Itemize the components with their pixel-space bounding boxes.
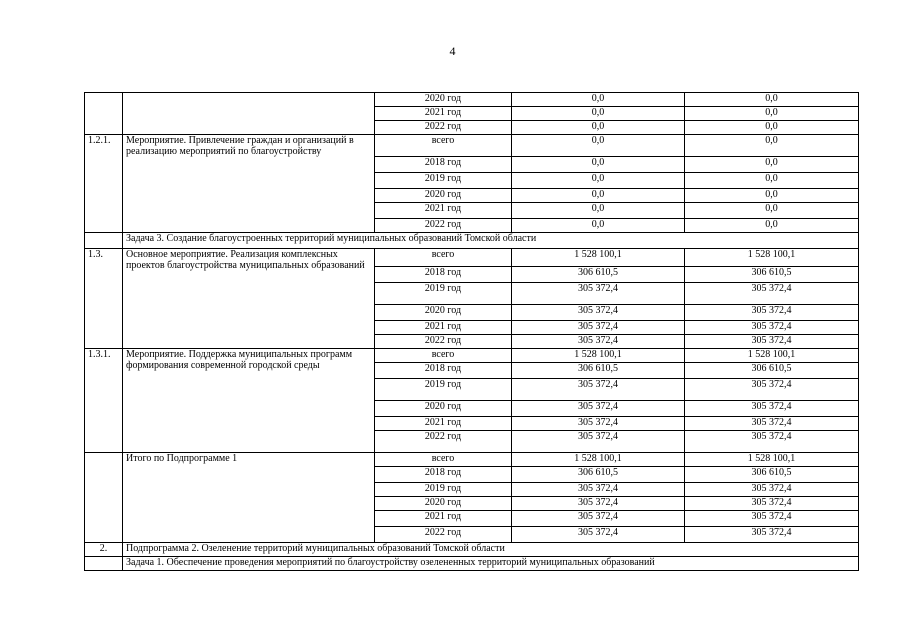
amount-total-cell: 305 372,4 (512, 379, 685, 401)
period-cell: 2018 год (375, 267, 512, 283)
amount-total-cell: 0,0 (512, 93, 685, 107)
period-cell: 2019 год (375, 483, 512, 497)
amount-total-cell: 0,0 (512, 107, 685, 121)
amount-budget-cell: 0,0 (685, 107, 859, 121)
amount-budget-cell: 305 372,4 (685, 431, 859, 453)
activity-name-cell: Основное мероприятие. Реализация комплексных проектов благоустройства муниципальных образований (123, 249, 375, 349)
amount-total-cell: 305 372,4 (512, 417, 685, 431)
row-number-cell: 1.3. (85, 249, 123, 349)
row-number-cell: 1.3.1. (85, 349, 123, 453)
task-title: Задача 1. Обеспечение проведения мероприятий по благоустройству озелененных территорий муниципальных образований (123, 557, 859, 571)
period-cell: 2021 год (375, 417, 512, 431)
amount-budget-cell: 305 372,4 (685, 335, 859, 349)
period-cell: 2019 год (375, 283, 512, 305)
period-cell: 2018 год (375, 157, 512, 173)
amount-budget-cell: 306 610,5 (685, 363, 859, 379)
period-cell: 2020 год (375, 401, 512, 417)
amount-budget-cell: 305 372,4 (685, 379, 859, 401)
task-row (85, 233, 859, 249)
amount-budget-cell: 0,0 (685, 219, 859, 233)
amount-total-cell: 305 372,4 (512, 431, 685, 453)
period-cell: 2022 год (375, 527, 512, 543)
page-number: 4 (449, 44, 456, 58)
period-cell: 2018 год (375, 467, 512, 483)
table-row (85, 135, 859, 157)
program-table-body (85, 93, 859, 571)
amount-budget-cell: 305 372,4 (685, 305, 859, 321)
period-cell: 2020 год (375, 497, 512, 511)
amount-total-cell: 0,0 (512, 203, 685, 219)
period-cell: 2022 год (375, 335, 512, 349)
activity-name-cell: Мероприятие. Поддержка муниципальных программ формирования современной городской среды (123, 349, 375, 453)
period-cell: 2020 год (375, 93, 512, 107)
amount-total-cell: 306 610,5 (512, 467, 685, 483)
row-number-cell (85, 233, 123, 249)
amount-total-cell: 0,0 (512, 219, 685, 233)
period-cell: всего (375, 453, 512, 467)
amount-budget-cell: 305 372,4 (685, 511, 859, 527)
amount-budget-cell: 1 528 100,1 (685, 249, 859, 267)
period-cell: всего (375, 135, 512, 157)
amount-budget-cell: 305 372,4 (685, 401, 859, 417)
amount-budget-cell: 1 528 100,1 (685, 349, 859, 363)
amount-budget-cell: 0,0 (685, 121, 859, 135)
subprogram-row (85, 543, 859, 557)
amount-total-cell: 305 372,4 (512, 401, 685, 417)
amount-total-cell: 305 372,4 (512, 483, 685, 497)
amount-total-cell: 305 372,4 (512, 511, 685, 527)
amount-total-cell: 0,0 (512, 121, 685, 135)
amount-budget-cell: 0,0 (685, 203, 859, 219)
activity-name-cell: Мероприятие. Привлечение граждан и организаций в реализацию мероприятий по благоустройству (123, 135, 375, 233)
amount-total-cell: 305 372,4 (512, 527, 685, 543)
amount-total-cell: 1 528 100,1 (512, 249, 685, 267)
amount-budget-cell: 0,0 (685, 173, 859, 189)
period-cell: 2021 год (375, 511, 512, 527)
activity-name-cell: Итого по Подпрограмме 1 (123, 453, 375, 543)
task-title: Задача 3. Создание благоустроенных территорий муниципальных образований Томской области (123, 233, 859, 249)
amount-budget-cell: 0,0 (685, 189, 859, 203)
amount-total-cell: 0,0 (512, 189, 685, 203)
row-number-cell: 1.2.1. (85, 135, 123, 233)
amount-budget-cell: 0,0 (685, 157, 859, 173)
table-row (85, 453, 859, 467)
period-cell: 2021 год (375, 321, 512, 335)
amount-budget-cell: 305 372,4 (685, 527, 859, 543)
program-table (84, 92, 859, 571)
amount-total-cell: 305 372,4 (512, 283, 685, 305)
period-cell: 2020 год (375, 189, 512, 203)
row-number-cell (85, 93, 123, 135)
amount-budget-cell: 305 372,4 (685, 321, 859, 335)
period-cell: 2021 год (375, 203, 512, 219)
table-row (85, 349, 859, 363)
subprogram-title: Подпрограмма 2. Озеленение территорий муниципальных образований Томской области (123, 543, 859, 557)
period-cell: 2018 год (375, 363, 512, 379)
amount-budget-cell: 0,0 (685, 135, 859, 157)
amount-budget-cell: 305 372,4 (685, 483, 859, 497)
period-cell: 2020 год (375, 305, 512, 321)
amount-total-cell: 305 372,4 (512, 321, 685, 335)
amount-total-cell: 0,0 (512, 135, 685, 157)
period-cell: всего (375, 249, 512, 267)
period-cell: 2022 год (375, 431, 512, 453)
row-number-cell: 2. (85, 543, 123, 557)
task-row (85, 557, 859, 571)
amount-total-cell: 0,0 (512, 173, 685, 189)
table-row (85, 249, 859, 267)
period-cell: всего (375, 349, 512, 363)
amount-total-cell: 0,0 (512, 157, 685, 173)
amount-total-cell: 1 528 100,1 (512, 349, 685, 363)
activity-name-cell (123, 93, 375, 135)
row-number-cell (85, 557, 123, 571)
table-row (85, 93, 859, 107)
amount-budget-cell: 305 372,4 (685, 417, 859, 431)
amount-total-cell: 305 372,4 (512, 335, 685, 349)
row-number-cell (85, 453, 123, 543)
amount-budget-cell: 305 372,4 (685, 283, 859, 305)
period-cell: 2019 год (375, 173, 512, 189)
amount-total-cell: 1 528 100,1 (512, 453, 685, 467)
amount-budget-cell: 305 372,4 (685, 497, 859, 511)
period-cell: 2019 год (375, 379, 512, 401)
period-cell: 2022 год (375, 121, 512, 135)
period-cell: 2021 год (375, 107, 512, 121)
amount-budget-cell: 1 528 100,1 (685, 453, 859, 467)
amount-total-cell: 305 372,4 (512, 497, 685, 511)
amount-total-cell: 305 372,4 (512, 305, 685, 321)
amount-budget-cell: 0,0 (685, 93, 859, 107)
amount-budget-cell: 306 610,5 (685, 467, 859, 483)
amount-total-cell: 306 610,5 (512, 363, 685, 379)
amount-budget-cell: 306 610,5 (685, 267, 859, 283)
amount-total-cell: 306 610,5 (512, 267, 685, 283)
period-cell: 2022 год (375, 219, 512, 233)
